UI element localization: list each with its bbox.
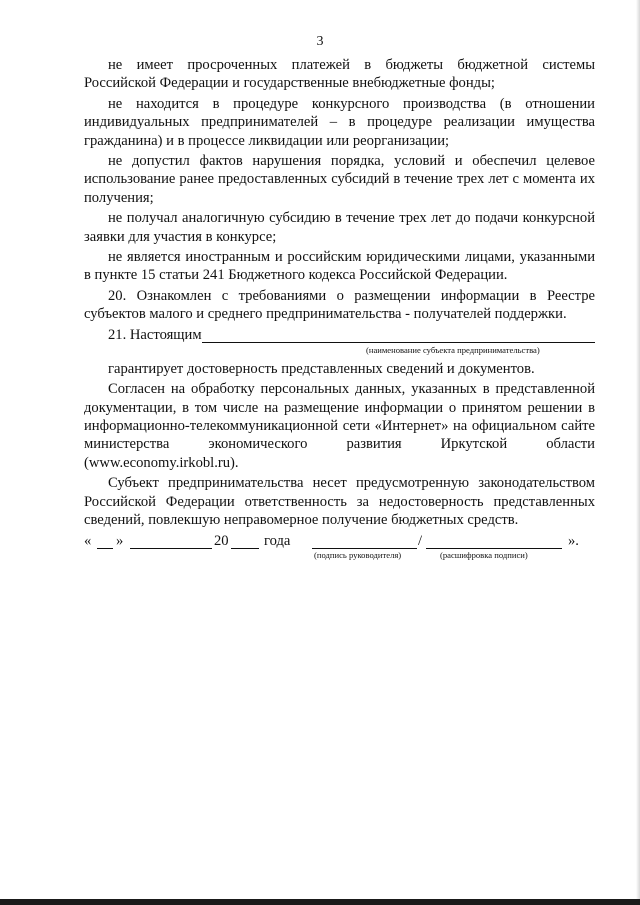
page-number: 3 — [316, 34, 324, 49]
scan-edge — [636, 0, 640, 905]
signature-end: ». — [568, 533, 579, 549]
paragraph-responsibility: Субъект предпринимательства несет предусмотренную законодательством Российской Федерации ответственность за недостоверность представленных сведений, повлекшую неправомерное получение бюджетных средств. — [84, 475, 595, 528]
signature-caption: (подпись руководителя) — [314, 550, 402, 560]
signature-blank[interactable] — [312, 548, 417, 549]
item-21-row — [84, 326, 595, 356]
date-open-quote: « — [84, 533, 92, 549]
document-body — [84, 56, 595, 531]
paragraph-no-violations: не допустил фактов нарушения порядка, условий и обеспечил целевое использование ранее предоставленных субсидий в течение трех лет с момента их получения; — [84, 153, 595, 206]
item-21-label: 21. Настоящим — [108, 326, 202, 343]
date-close-quote: » — [116, 533, 124, 549]
paragraph-consent: Согласен на обработку персональных данных, указанных в представленной документации, в том числе на размещение информации о принятом решении в информационно-телекоммуникационной сети «Интернет» на официальном сайте министерства экономического развития Иркутской области (www.economy.irkobl.ru). — [84, 381, 595, 471]
decoding-blank[interactable] — [426, 548, 562, 549]
year-blank[interactable] — [231, 548, 259, 549]
day-blank[interactable] — [97, 548, 113, 549]
entity-name-caption: (наименование субъекта предпринимательства) — [366, 344, 540, 355]
scan-bottom-border — [0, 899, 640, 905]
paragraph-guarantee: гарантирует достоверность представленных сведений и документов. — [108, 360, 535, 377]
signature-row — [84, 533, 595, 573]
paragraph-no-bankruptcy: не находится в процедуре конкурсного производства (в отношении индивидуальных предпринимателей – в процедуре реализации имущества гражданина) и в процессе ликвидации или реорганизации; — [84, 95, 595, 149]
year-prefix: 20 — [214, 533, 229, 549]
month-blank[interactable] — [130, 548, 212, 549]
entity-name-blank[interactable] — [202, 342, 595, 343]
paragraph-item-20: 20. Ознакомлен с требованиями о размещении информации в Реестре субъектов малого и среднего предпринимательства - получателей поддержки. — [84, 287, 595, 323]
signature-slash: / — [418, 533, 423, 549]
paragraph-no-similar-subsidy: не получал аналогичную субсидию в течение трех лет до подачи конкурсной заявки для участия в конкурсе; — [84, 210, 595, 245]
decoding-caption: (расшифровка подписи) — [440, 550, 528, 560]
paragraph-no-debts: не имеет просроченных платежей в бюджеты бюджетной системы Российской Федерации и государственные внебюджетные фонды; — [84, 57, 595, 92]
year-suffix: года — [264, 533, 291, 549]
paragraph-not-foreign: не является иностранным и российским юридическими лицами, указанными в пункте 15 статьи 241 Бюджетного кодекса Российской Федерации. — [84, 249, 595, 284]
